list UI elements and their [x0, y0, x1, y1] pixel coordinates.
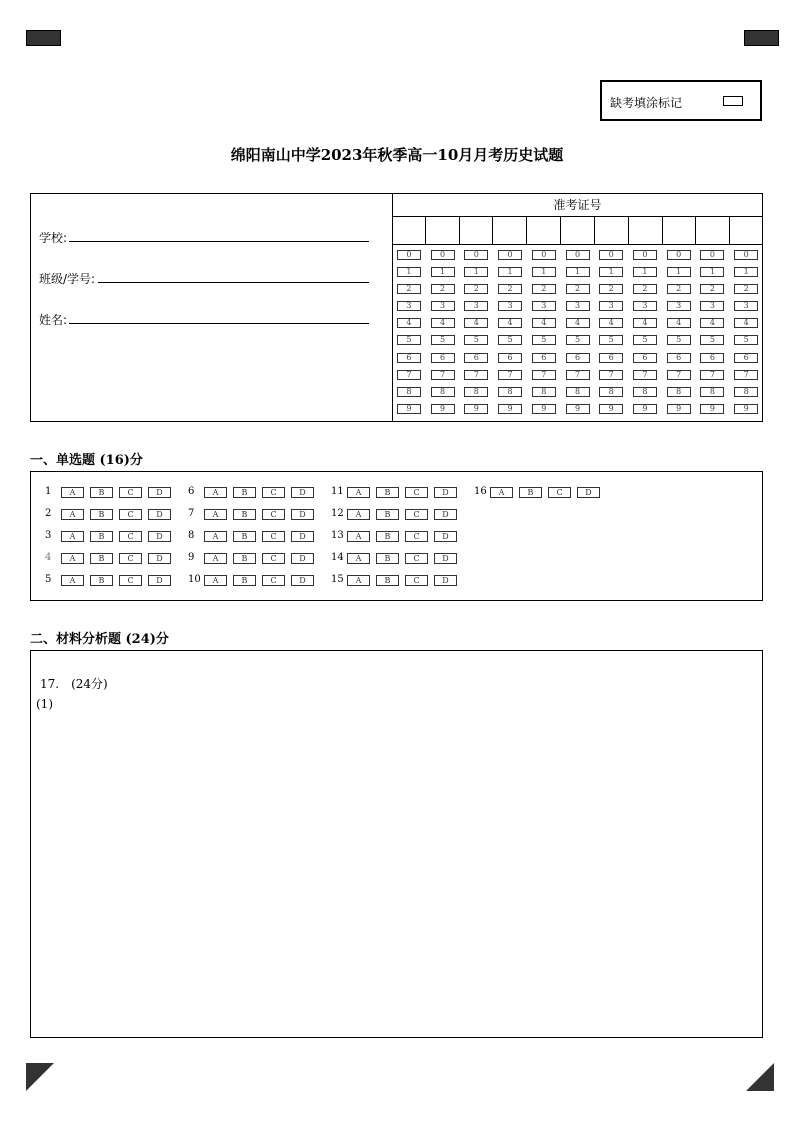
- option-bubble-b[interactable]: B: [233, 531, 256, 542]
- digit-bubble[interactable]: 4: [397, 318, 421, 328]
- option-bubble-a[interactable]: A: [490, 487, 513, 498]
- option-bubble-d[interactable]: D: [434, 531, 457, 542]
- admission-number-cells: [392, 217, 763, 245]
- digit-bubble[interactable]: 8: [667, 387, 691, 397]
- digit-bubble[interactable]: 2: [464, 284, 488, 294]
- digit-row: [392, 403, 763, 420]
- digit-bubble[interactable]: 9: [464, 404, 488, 414]
- digit-bubble[interactable]: 1: [667, 267, 691, 277]
- option-bubble-a[interactable]: A: [347, 509, 370, 520]
- question-number: 15: [331, 574, 344, 585]
- name-field[interactable]: [69, 323, 369, 324]
- option-bubble-c[interactable]: C: [405, 553, 428, 564]
- question-number: 6: [188, 486, 195, 497]
- digit-bubble[interactable]: 3: [431, 301, 455, 311]
- admission-number-cell[interactable]: [493, 217, 527, 244]
- digit-bubble[interactable]: 6: [397, 353, 421, 363]
- digit-bubble[interactable]: 8: [464, 387, 488, 397]
- digit-bubble[interactable]: 7: [599, 370, 623, 380]
- digit-bubble[interactable]: 5: [700, 335, 724, 345]
- digit-bubble[interactable]: 5: [464, 335, 488, 345]
- option-bubble-b[interactable]: B: [376, 531, 399, 542]
- option-bubble-c[interactable]: C: [119, 487, 142, 498]
- digit-row: [392, 369, 763, 386]
- digit-bubble[interactable]: 9: [667, 404, 691, 414]
- digit-bubble[interactable]: 2: [431, 284, 455, 294]
- option-bubble-a[interactable]: A: [204, 531, 227, 542]
- digit-bubble[interactable]: 2: [566, 284, 590, 294]
- option-bubble-c[interactable]: C: [262, 575, 285, 586]
- digit-bubble[interactable]: 2: [667, 284, 691, 294]
- option-bubble-c[interactable]: C: [262, 553, 285, 564]
- digit-bubble[interactable]: 4: [464, 318, 488, 328]
- digit-row: [392, 317, 763, 334]
- digit-bubble[interactable]: 0: [431, 250, 455, 260]
- digit-bubble[interactable]: 6: [599, 353, 623, 363]
- student-info-box: [30, 193, 763, 422]
- question-17-label: 17. (24分): [40, 677, 108, 691]
- option-bubble-b[interactable]: B: [90, 531, 113, 542]
- name-label: 姓名:: [39, 313, 68, 327]
- digit-bubble[interactable]: 7: [464, 370, 488, 380]
- digit-bubble[interactable]: 4: [498, 318, 522, 328]
- option-bubble-b[interactable]: B: [233, 575, 256, 586]
- digit-bubble[interactable]: 9: [566, 404, 590, 414]
- digit-bubble[interactable]: 0: [498, 250, 522, 260]
- digit-bubble[interactable]: 2: [633, 284, 657, 294]
- option-bubble-c[interactable]: C: [405, 531, 428, 542]
- digit-row: [392, 334, 763, 351]
- option-bubble-a[interactable]: A: [61, 487, 84, 498]
- option-bubble-c[interactable]: C: [405, 575, 428, 586]
- option-bubble-c[interactable]: C: [119, 509, 142, 520]
- option-bubble-c[interactable]: C: [405, 487, 428, 498]
- digit-row: [392, 386, 763, 403]
- absent-mark-bubble[interactable]: [723, 96, 743, 106]
- digit-bubble[interactable]: 0: [633, 250, 657, 260]
- question-number: 1: [45, 486, 52, 497]
- digit-bubble[interactable]: 8: [566, 387, 590, 397]
- digit-bubble[interactable]: 3: [397, 301, 421, 311]
- option-bubble-a[interactable]: A: [347, 575, 370, 586]
- digit-bubble[interactable]: 3: [498, 301, 522, 311]
- option-bubble-b[interactable]: B: [376, 509, 399, 520]
- digit-bubble[interactable]: 3: [599, 301, 623, 311]
- digit-bubble[interactable]: 5: [734, 335, 758, 345]
- digit-bubble[interactable]: 1: [734, 267, 758, 277]
- option-bubble-b[interactable]: B: [90, 487, 113, 498]
- admission-number-cell[interactable]: [696, 217, 730, 244]
- digit-bubble[interactable]: 1: [464, 267, 488, 277]
- digit-bubble[interactable]: 3: [566, 301, 590, 311]
- option-bubble-b[interactable]: B: [90, 553, 113, 564]
- digit-bubble[interactable]: 7: [498, 370, 522, 380]
- option-bubble-d[interactable]: D: [148, 487, 171, 498]
- option-bubble-a[interactable]: A: [204, 575, 227, 586]
- digit-bubble[interactable]: 4: [599, 318, 623, 328]
- option-bubble-a[interactable]: A: [61, 575, 84, 586]
- digit-bubble[interactable]: 9: [700, 404, 724, 414]
- question-number: 9: [188, 552, 195, 563]
- option-bubble-c[interactable]: C: [262, 509, 285, 520]
- admission-number-cell[interactable]: [392, 217, 426, 244]
- admission-number-cell[interactable]: [460, 217, 494, 244]
- digit-bubble[interactable]: 2: [397, 284, 421, 294]
- option-bubble-b[interactable]: B: [376, 553, 399, 564]
- digit-bubble[interactable]: 7: [700, 370, 724, 380]
- digit-bubble[interactable]: 9: [431, 404, 455, 414]
- option-bubble-d[interactable]: D: [434, 509, 457, 520]
- question-number: 2: [45, 508, 52, 519]
- question-number: 16: [474, 486, 487, 497]
- digit-bubble[interactable]: 2: [734, 284, 758, 294]
- digit-bubble[interactable]: 8: [532, 387, 556, 397]
- section2-heading: 二、材料分析题 (24)分: [30, 632, 169, 647]
- option-bubble-d[interactable]: D: [148, 531, 171, 542]
- digit-bubble[interactable]: 8: [431, 387, 455, 397]
- digit-bubble[interactable]: 0: [667, 250, 691, 260]
- digit-bubble[interactable]: 7: [431, 370, 455, 380]
- option-bubble-b[interactable]: B: [233, 487, 256, 498]
- option-bubble-a[interactable]: A: [61, 509, 84, 520]
- digit-bubble[interactable]: 0: [599, 250, 623, 260]
- option-bubble-c[interactable]: C: [548, 487, 571, 498]
- option-bubble-c[interactable]: C: [262, 487, 285, 498]
- option-bubble-b[interactable]: B: [233, 509, 256, 520]
- digit-bubble[interactable]: 0: [397, 250, 421, 260]
- digit-bubble[interactable]: 3: [464, 301, 488, 311]
- digit-bubble[interactable]: 0: [734, 250, 758, 260]
- option-bubble-c[interactable]: C: [119, 531, 142, 542]
- option-bubble-d[interactable]: D: [148, 575, 171, 586]
- school-field[interactable]: [69, 241, 369, 242]
- option-bubble-d[interactable]: D: [291, 487, 314, 498]
- admission-number-cell[interactable]: [561, 217, 595, 244]
- admission-number-title: 准考证号: [392, 194, 763, 217]
- admission-number-cell[interactable]: [595, 217, 629, 244]
- digit-bubble[interactable]: 9: [397, 404, 421, 414]
- digit-bubble[interactable]: 6: [633, 353, 657, 363]
- digit-bubble[interactable]: 7: [532, 370, 556, 380]
- question-number: 10: [188, 574, 201, 585]
- option-bubble-a[interactable]: A: [61, 553, 84, 564]
- digit-bubble[interactable]: 3: [667, 301, 691, 311]
- option-bubble-c[interactable]: C: [262, 531, 285, 542]
- page-title: 绵阳南山中学2023年秋季高一10月月考历史试题: [230, 146, 564, 164]
- digit-bubble[interactable]: 0: [464, 250, 488, 260]
- question-17-part1-label: (1): [36, 697, 53, 711]
- question-number: 8: [188, 530, 195, 541]
- digit-bubble[interactable]: 8: [633, 387, 657, 397]
- school-label: 学校:: [39, 231, 68, 245]
- option-bubble-d[interactable]: D: [577, 487, 600, 498]
- class-field[interactable]: [98, 282, 369, 283]
- digit-bubble[interactable]: 4: [667, 318, 691, 328]
- digit-bubble[interactable]: 6: [498, 353, 522, 363]
- digit-row: [392, 266, 763, 283]
- digit-row: [392, 300, 763, 317]
- digit-bubble[interactable]: 7: [397, 370, 421, 380]
- option-bubble-d[interactable]: D: [291, 509, 314, 520]
- option-bubble-b[interactable]: B: [519, 487, 542, 498]
- option-bubble-d[interactable]: D: [291, 531, 314, 542]
- admission-number-cell[interactable]: [629, 217, 663, 244]
- digit-bubble[interactable]: 5: [667, 335, 691, 345]
- digit-bubble[interactable]: 5: [532, 335, 556, 345]
- registration-mark-bottom-left: [26, 1063, 54, 1091]
- option-bubble-d[interactable]: D: [434, 575, 457, 586]
- option-bubble-d[interactable]: D: [148, 553, 171, 564]
- digit-bubble[interactable]: 9: [599, 404, 623, 414]
- registration-mark-bottom-right: [746, 1063, 774, 1091]
- digit-bubble[interactable]: 3: [532, 301, 556, 311]
- digit-bubble[interactable]: 9: [734, 404, 758, 414]
- option-bubble-b[interactable]: B: [376, 487, 399, 498]
- digit-bubble[interactable]: 4: [700, 318, 724, 328]
- question-number: 12: [331, 508, 344, 519]
- digit-bubble[interactable]: 1: [700, 267, 724, 277]
- option-bubble-b[interactable]: B: [90, 509, 113, 520]
- digit-bubble[interactable]: 6: [700, 353, 724, 363]
- option-bubble-a[interactable]: A: [204, 487, 227, 498]
- digit-bubble[interactable]: 9: [498, 404, 522, 414]
- digit-row: [392, 249, 763, 266]
- admission-digit-grid: [392, 249, 763, 420]
- option-bubble-a[interactable]: A: [61, 531, 84, 542]
- option-bubble-a[interactable]: A: [347, 487, 370, 498]
- digit-bubble[interactable]: 2: [498, 284, 522, 294]
- option-bubble-d[interactable]: D: [291, 575, 314, 586]
- digit-bubble[interactable]: 6: [734, 353, 758, 363]
- digit-bubble[interactable]: 6: [464, 353, 488, 363]
- digit-bubble[interactable]: 3: [700, 301, 724, 311]
- digit-bubble[interactable]: 8: [599, 387, 623, 397]
- option-bubble-c[interactable]: C: [119, 575, 142, 586]
- digit-bubble[interactable]: 6: [566, 353, 590, 363]
- class-label: 班级/学号:: [39, 272, 96, 286]
- digit-bubble[interactable]: 8: [498, 387, 522, 397]
- digit-bubble[interactable]: 5: [397, 335, 421, 345]
- digit-row: [392, 352, 763, 369]
- digit-bubble[interactable]: 1: [431, 267, 455, 277]
- digit-bubble[interactable]: 6: [532, 353, 556, 363]
- digit-bubble[interactable]: 5: [431, 335, 455, 345]
- option-bubble-d[interactable]: D: [434, 553, 457, 564]
- digit-bubble[interactable]: 1: [633, 267, 657, 277]
- digit-bubble[interactable]: 7: [734, 370, 758, 380]
- digit-bubble[interactable]: 2: [700, 284, 724, 294]
- digit-bubble[interactable]: 8: [700, 387, 724, 397]
- digit-bubble[interactable]: 4: [431, 318, 455, 328]
- digit-bubble[interactable]: 7: [633, 370, 657, 380]
- student-info-fields: [31, 194, 393, 421]
- digit-bubble[interactable]: 9: [532, 404, 556, 414]
- digit-bubble[interactable]: 7: [667, 370, 691, 380]
- question-number: 11: [331, 486, 344, 497]
- registration-mark-top-right: [744, 30, 779, 46]
- question-number: 5: [45, 574, 52, 585]
- option-bubble-d[interactable]: D: [291, 553, 314, 564]
- option-bubble-c[interactable]: C: [119, 553, 142, 564]
- digit-bubble[interactable]: 1: [532, 267, 556, 277]
- option-bubble-a[interactable]: A: [347, 531, 370, 542]
- digit-bubble[interactable]: 0: [532, 250, 556, 260]
- option-bubble-c[interactable]: C: [405, 509, 428, 520]
- option-bubble-a[interactable]: A: [204, 509, 227, 520]
- digit-bubble[interactable]: 0: [700, 250, 724, 260]
- option-bubble-b[interactable]: B: [90, 575, 113, 586]
- option-bubble-d[interactable]: D: [148, 509, 171, 520]
- digit-bubble[interactable]: 1: [397, 267, 421, 277]
- admission-number-cell[interactable]: [426, 217, 460, 244]
- registration-mark-top-left: [26, 30, 61, 46]
- digit-bubble[interactable]: 2: [599, 284, 623, 294]
- admission-number-cell[interactable]: [663, 217, 697, 244]
- digit-bubble[interactable]: 4: [633, 318, 657, 328]
- admission-number-cell[interactable]: [730, 217, 763, 244]
- digit-bubble[interactable]: 0: [566, 250, 590, 260]
- option-bubble-d[interactable]: D: [434, 487, 457, 498]
- answer-area[interactable]: [30, 650, 763, 1038]
- admission-number-cell[interactable]: [527, 217, 561, 244]
- option-bubble-b[interactable]: B: [376, 575, 399, 586]
- digit-bubble[interactable]: 3: [633, 301, 657, 311]
- digit-bubble[interactable]: 5: [599, 335, 623, 345]
- question-number: 7: [188, 508, 195, 519]
- digit-bubble[interactable]: 5: [633, 335, 657, 345]
- digit-bubble[interactable]: 7: [566, 370, 590, 380]
- digit-bubble[interactable]: 4: [532, 318, 556, 328]
- question-number: 14: [331, 552, 344, 563]
- digit-bubble[interactable]: 6: [667, 353, 691, 363]
- digit-bubble[interactable]: 5: [566, 335, 590, 345]
- digit-bubble[interactable]: 4: [566, 318, 590, 328]
- digit-bubble[interactable]: 8: [734, 387, 758, 397]
- absent-mark-box: [600, 80, 762, 121]
- digit-bubble[interactable]: 2: [532, 284, 556, 294]
- question-number: 3: [45, 530, 52, 541]
- digit-bubble[interactable]: 6: [431, 353, 455, 363]
- absent-mark-label: 缺考填涂标记: [610, 96, 683, 110]
- digit-row: [392, 283, 763, 300]
- option-bubble-b[interactable]: B: [233, 553, 256, 564]
- digit-bubble[interactable]: 8: [397, 387, 421, 397]
- digit-bubble[interactable]: 4: [734, 318, 758, 328]
- option-bubble-a[interactable]: A: [347, 553, 370, 564]
- question-number: 4: [45, 552, 52, 563]
- question-number: 13: [331, 530, 344, 541]
- digit-bubble[interactable]: 1: [599, 267, 623, 277]
- option-bubble-a[interactable]: A: [204, 553, 227, 564]
- digit-bubble[interactable]: 3: [734, 301, 758, 311]
- digit-bubble[interactable]: 5: [498, 335, 522, 345]
- digit-bubble[interactable]: 9: [633, 404, 657, 414]
- digit-bubble[interactable]: 1: [498, 267, 522, 277]
- multiple-choice-box: [30, 471, 763, 601]
- section1-heading: 一、单选题 (16)分: [30, 453, 143, 468]
- digit-bubble[interactable]: 1: [566, 267, 590, 277]
